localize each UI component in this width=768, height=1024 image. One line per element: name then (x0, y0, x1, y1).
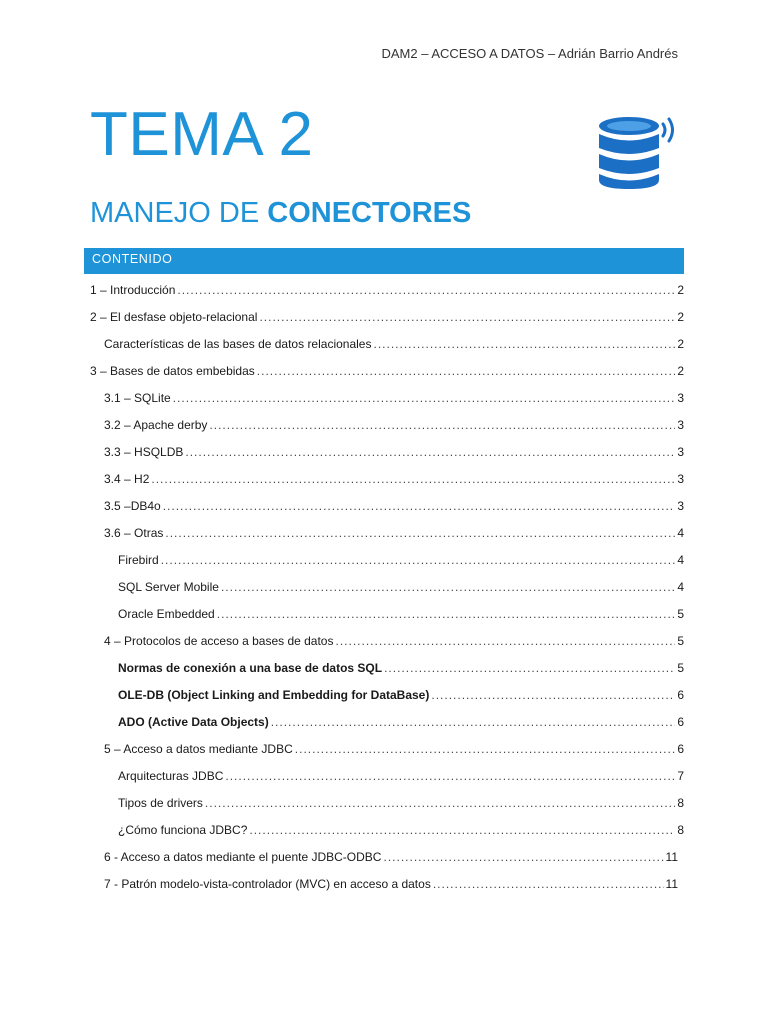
toc-entry-text: Oracle Embedded (118, 607, 215, 621)
toc-leader-dots (373, 337, 675, 351)
toc-leader-dots (209, 418, 675, 432)
toc-entry-page: 11 (665, 850, 678, 864)
toc-entry-text: 3.2 – Apache derby (104, 418, 208, 432)
toc-entry-page: 3 (677, 391, 684, 405)
toc-leader-dots (173, 391, 676, 405)
toc-entry[interactable] (104, 337, 684, 355)
toc-entry-text: SQL Server Mobile (118, 580, 219, 594)
toc-heading: CONTENIDO (84, 248, 684, 274)
toc-leader-dots (163, 499, 676, 513)
toc-entry-text: 3.5 –DB4o (104, 499, 161, 513)
toc-leader-dots (295, 742, 676, 756)
toc-entry[interactable] (118, 769, 684, 787)
toc-entry-page: 4 (677, 526, 684, 540)
toc-leader-dots (165, 526, 675, 540)
toc-entry-text: 2 – El desfase objeto-relacional (90, 310, 258, 324)
subtitle-bold: CONECTORES (267, 197, 472, 229)
toc-entry-page: 7 (677, 769, 684, 783)
toc-leader-dots (384, 661, 675, 675)
toc-leader-dots (249, 823, 675, 837)
toc-leader-dots (217, 607, 676, 621)
toc-entry-text: 3.1 – SQLite (104, 391, 171, 405)
toc-entry-page: 3 (677, 418, 684, 432)
toc-entry-text: OLE-DB (Object Linking and Embedding for DataBase) (118, 688, 430, 702)
toc-entry[interactable] (118, 607, 684, 625)
toc-leader-dots (205, 796, 675, 810)
toc-entry[interactable] (90, 310, 684, 328)
toc-leader-dots (259, 310, 675, 324)
toc-entry-page: 5 (677, 661, 684, 675)
toc-entry-page: 3 (677, 499, 684, 513)
toc-entry[interactable] (104, 850, 678, 868)
toc-entry-page: 3 (677, 445, 684, 459)
toc-entry-page: 2 (677, 283, 684, 297)
toc-entry-page: 5 (677, 607, 684, 621)
toc-entry[interactable] (118, 688, 684, 706)
toc-entry-page: 6 (677, 715, 684, 729)
database-signal-icon (596, 114, 678, 192)
toc-entry-page: 2 (677, 310, 684, 324)
toc-leader-dots (185, 445, 675, 459)
toc-entry[interactable] (118, 661, 684, 679)
toc-entry-page: 6 (677, 688, 684, 702)
page-header: DAM2 – ACCESO A DATOS – Adrián Barrio Andrés (381, 46, 678, 61)
toc-entry[interactable] (104, 418, 684, 436)
toc-entry-page: 2 (677, 337, 684, 351)
toc-entry-page: 8 (677, 823, 684, 837)
page-title: TEMA 2 (90, 100, 314, 169)
toc-entry-page: 3 (677, 472, 684, 486)
toc-entry[interactable] (118, 796, 684, 814)
toc-leader-dots (221, 580, 675, 594)
toc-entry[interactable] (104, 634, 684, 652)
toc-entry-text: Firebird (118, 553, 159, 567)
toc-entry[interactable] (104, 472, 684, 490)
toc-leader-dots (177, 283, 675, 297)
toc-entry-text: 5 – Acceso a datos mediante JDBC (104, 742, 293, 756)
toc-entry[interactable] (118, 823, 684, 841)
toc-entry-page: 4 (677, 580, 684, 594)
toc-entry-text: 6 - Acceso a datos mediante el puente JDBC-ODBC (104, 850, 382, 864)
toc-entry-text: ¿Cómo funciona JDBC? (118, 823, 248, 837)
toc-leader-dots (335, 634, 675, 648)
toc-entry-page: 8 (677, 796, 684, 810)
toc-leader-dots (225, 769, 675, 783)
toc-entry[interactable] (90, 283, 684, 301)
toc-entry-text: Normas de conexión a una base de datos SQL (118, 661, 383, 675)
toc-leader-dots (257, 364, 676, 378)
toc-entry-text: 7 - Patrón modelo-vista-controlador (MVC) en acceso a datos (104, 877, 431, 891)
toc-leader-dots (151, 472, 675, 486)
toc-entry-text: ADO (Active Data Objects) (118, 715, 269, 729)
toc-entry-text: 1 – Introducción (90, 283, 176, 297)
toc-leader-dots (161, 553, 676, 567)
toc-entry-page: 11 (665, 877, 678, 891)
toc-entry-page: 6 (677, 742, 684, 756)
toc-entry-page: 5 (677, 634, 684, 648)
toc-entry[interactable] (118, 715, 684, 733)
toc-entry[interactable] (104, 499, 684, 517)
page-subtitle (90, 197, 471, 230)
toc-entry[interactable] (104, 391, 684, 409)
toc-entry[interactable] (104, 742, 684, 760)
toc-entry-page: 4 (677, 553, 684, 567)
subtitle-normal: MANEJO DE (90, 197, 268, 229)
toc-leader-dots (271, 715, 676, 729)
toc-entry[interactable] (118, 553, 684, 571)
toc-entry[interactable] (104, 877, 678, 895)
toc-entry-text: Características de las bases de datos relacionales (104, 337, 372, 351)
toc-entry-page: 2 (677, 364, 684, 378)
toc-entry-text: 4 – Protocolos de acceso a bases de datos (104, 634, 334, 648)
toc-entry[interactable] (90, 364, 684, 382)
toc-entry-text: Arquitecturas JDBC (118, 769, 224, 783)
toc-entry-text: 3.6 – Otras (104, 526, 164, 540)
toc-leader-dots (433, 877, 664, 891)
toc-entry-text: 3.4 – H2 (104, 472, 150, 486)
toc-entry[interactable] (104, 445, 684, 463)
toc-entry[interactable] (118, 580, 684, 598)
toc-entry-text: 3 – Bases de datos embebidas (90, 364, 255, 378)
toc-entry[interactable] (104, 526, 684, 544)
toc-entry-text: Tipos de drivers (118, 796, 203, 810)
toc-leader-dots (383, 850, 663, 864)
toc-leader-dots (431, 688, 675, 702)
toc-entry-text: 3.3 – HSQLDB (104, 445, 184, 459)
